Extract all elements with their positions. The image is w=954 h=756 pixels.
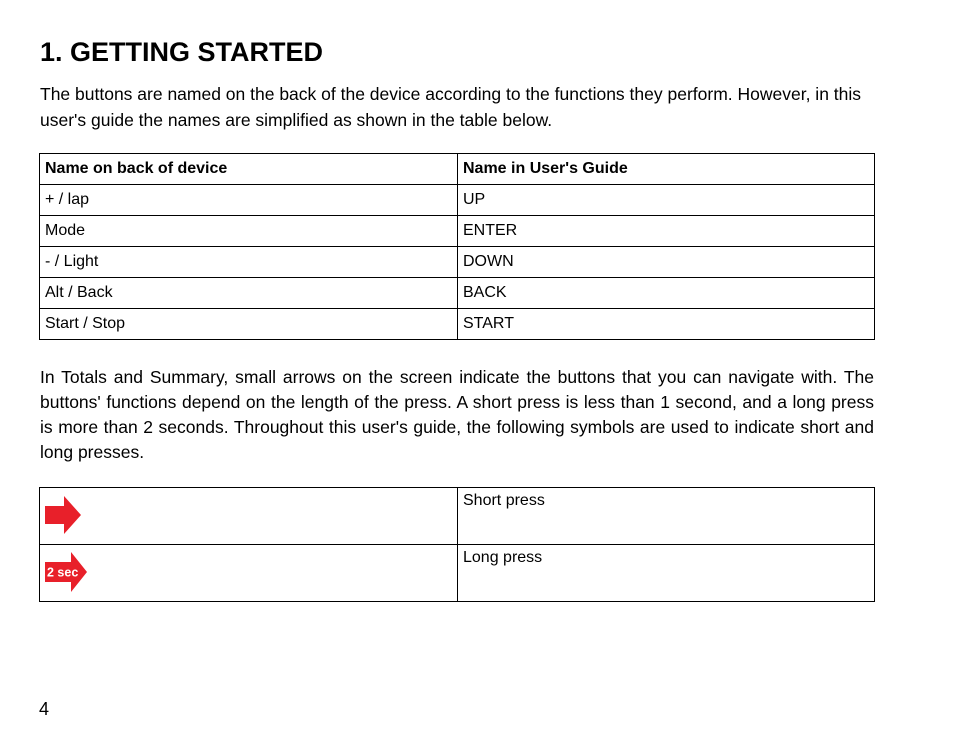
guide-name-cell: DOWN: [458, 247, 875, 278]
table-row: [40, 278, 875, 309]
guide-name-cell: BACK: [458, 278, 875, 309]
table-row: [40, 309, 875, 340]
table-row: [40, 216, 875, 247]
table-row: [40, 247, 875, 278]
header-cell-device-name: Name on back of device: [40, 154, 458, 185]
guide-name-cell: START: [458, 309, 875, 340]
table-row: [40, 185, 875, 216]
device-name-cell: - / Light: [40, 247, 458, 278]
table-row: [40, 488, 875, 545]
short-press-arrow-icon: [45, 496, 81, 534]
table-row: [40, 545, 875, 602]
press-symbols-table: [39, 487, 875, 602]
press-explanation-paragraph: In Totals and Summary, small arrows on the screen indicate the buttons that you can navigate with. The buttons' functions depend on the length of the press. A short press is less than 1 second, and a long press is more than 2 seconds. Throughout this user's guide, the following symbols are used to indicate short and long presses.: [40, 367, 874, 462]
symbol-cell: [40, 545, 458, 602]
intro-paragraph: The buttons are named on the back of the device according to the functions they perform. However, in this user's guide the names are simplified as shown in the table below.: [40, 84, 862, 130]
device-name-cell: Start / Stop: [40, 309, 458, 340]
device-name-cell: + / lap: [40, 185, 458, 216]
guide-name-cell: ENTER: [458, 216, 875, 247]
button-names-table: [39, 153, 875, 340]
long-press-arrow-icon: [45, 552, 87, 592]
table-header-row: [40, 154, 875, 185]
symbol-cell: [40, 488, 458, 545]
header-cell-guide-name: Name in User's Guide: [458, 154, 875, 185]
long-press-duration-text: 2 sec: [47, 565, 79, 580]
short-press-label: Short press: [458, 488, 875, 545]
page-title: 1. GETTING STARTED: [40, 37, 324, 67]
guide-name-cell: UP: [458, 185, 875, 216]
device-name-cell: Alt / Back: [40, 278, 458, 309]
long-press-label: Long press: [458, 545, 875, 602]
page-number: 4: [39, 699, 50, 719]
device-name-cell: Mode: [40, 216, 458, 247]
